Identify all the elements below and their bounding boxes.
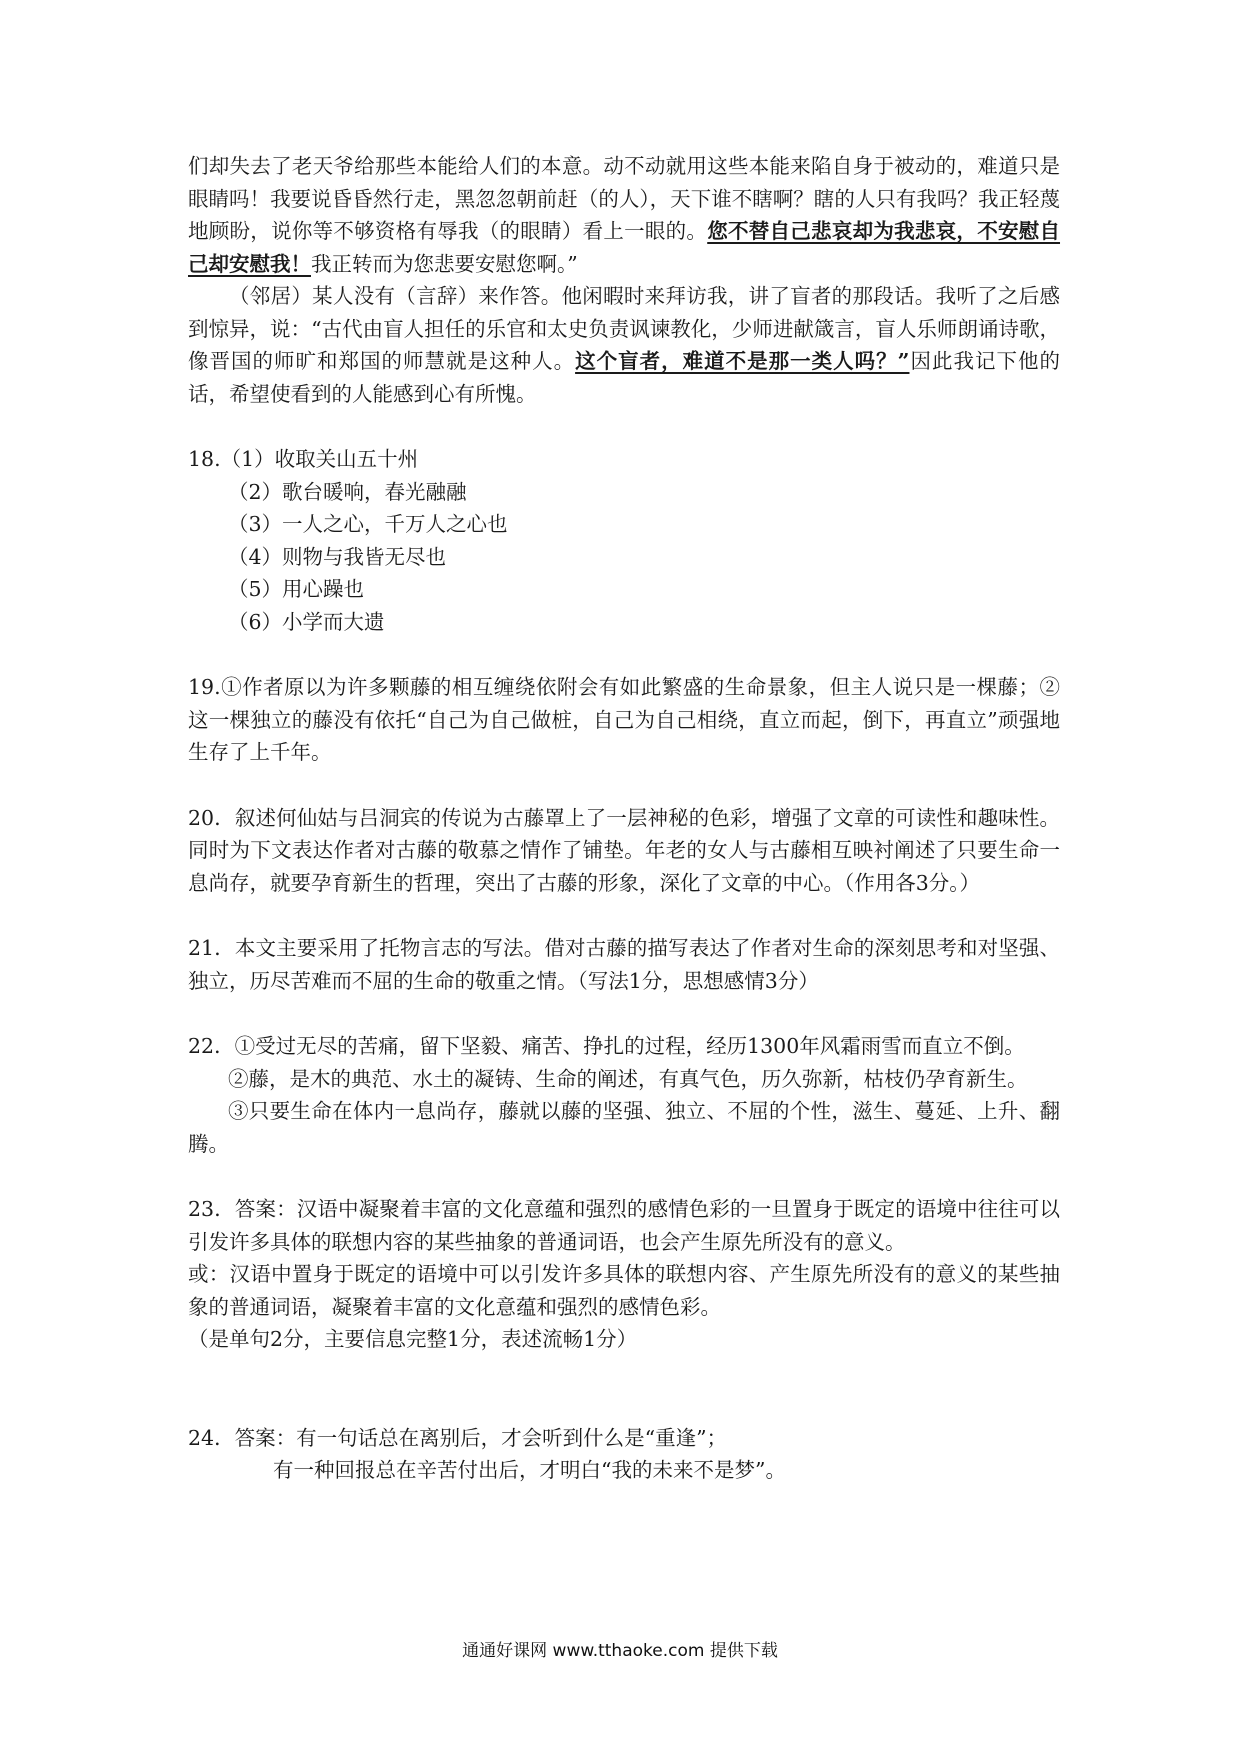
answer-19: 19.①作者原以为许多颗藤的相互缠绕依附会有如此繁盛的生命景象，但主人说只是一棵藤；②这一棵独立的藤没有依托“自己为自己做桩，自己为自己相绕，直立而起，倒下，再直立”顽强地生存了上千年。 [188, 675, 1060, 764]
paragraph-translation-1: 们却失去了老天爷给那些本能给人们的本意。动不动就用这些本能来陷自身于被动的，难道只是眼睛吗！我要说昏昏然行走，黑忽忽朝前赶（的人），天下谁不瞎啊？瞎的人只有我吗？我正轻蔑地顾盼，说你等不够资格有辱我（的眼睛）看上一眼的。您不替自己悲哀却为我悲哀，不安慰自己却安慰我！我正转而为您悲要安慰您啊。” [188, 154, 1061, 276]
page-footer: 通通好课网 www.tthaoke.com 提供下载 [462, 1641, 778, 1661]
answer-18-item: （5）用心躁也 [228, 577, 365, 601]
answer-22-line: ③只要生命在体内一息尚存，藤就以藤的坚强、独立、不屈的个性，滋生、蔓延、上升、翻腾。 [188, 1099, 1060, 1156]
answer-23-scoring: （是单句2分，主要信息完整1分，表述流畅1分） [188, 1327, 638, 1351]
answer-24-line: 有一种回报总在辛苦付出后，才明白“我的未来不是梦”。 [273, 1458, 786, 1482]
answer-18-item: 18.（1）收取关山五十州 [188, 447, 419, 471]
answer-22 [188, 1030, 1060, 1160]
answer-18 [188, 443, 1060, 638]
answer-23-alternative: 或：汉语中置身于既定的语境中可以引发许多具体的联想内容、产生原先所没有的意义的某些抽象的普通词语，凝聚着丰富的文化意蕴和强烈的感情色彩。 [188, 1262, 1060, 1319]
answer-21: 21．本文主要采用了托物言志的写法。借对古藤的描写表达了作者对生命的深刻思考和对坚强、独立，历尽苦难而不屈的生命的敬重之情。（写法1分，思想感情3分） [188, 936, 1060, 993]
answer-18-item: （4）则物与我皆无尽也 [228, 544, 447, 569]
answer-24 [188, 1422, 1060, 1487]
emphasized-sentence: 这个盲者，难道不是那一类人吗？” [575, 349, 910, 373]
emphasized-sentence: 您不替自己悲哀却为我悲哀，不安慰自己却安慰我！ [188, 219, 1061, 276]
answer-24-line: 24．答案：有一句话总在离别后，才会听到什么是“重逢”； [188, 1425, 728, 1450]
answer-22-line: 22．①受过无尽的苦痛，留下坚毅、痛苦、挣扎的过程，经历1300年风霜雨雪而直立不倒。 [188, 1034, 1025, 1058]
paragraph-translation-2: （邻居）某人没有（言辞）来作答。他闲暇时来拜访我，讲了盲者的那段话。我听了之后感到惊异，说：“古代由盲人担任的乐官和太史负责讽谏教化，少师进献箴言，盲人乐师朗诵诗歌，像晋国的师旷和郑国的师慧就是这种人。这个盲者，难道不是那一类人吗？”因此我记下他的话，希望使看到的人能感到心有所愧。 [188, 284, 1061, 406]
answer-22-line: ②藤，是木的典范、水土的凝铸、生命的阐述，有真气色，历久弥新，枯枝仍孕育新生。 [228, 1066, 1028, 1091]
answer-23-main: 23．答案：汉语中凝聚着丰富的文化意蕴和强烈的感情色彩的一旦置身于既定的语境中往往可以引发许多具体的联想内容的某些抽象的普通词语，也会产生原先所没有的意义。 [188, 1197, 1060, 1254]
answer-20: 20．叙述何仙姑与吕洞宾的传说为古藤罩上了一层神秘的色彩，增强了文章的可读性和趣味性。同时为下文表达作者对古藤的敬慕之情作了铺垫。年老的女人与古藤相互映衬阐述了只要生命一息尚存，就要孕育新生的哲理，突出了古藤的形象，深化了文章的中心。（作用各3分。） [188, 805, 1060, 895]
document-body [188, 150, 1060, 1487]
answer-23 [188, 1193, 1060, 1356]
answer-18-item: （6）小学而大遗 [228, 609, 385, 634]
answer-18-item: （3）一人之心，千万人之心也 [228, 512, 508, 536]
answer-18-item: （2）歌台暖响，春光融融 [228, 479, 467, 504]
